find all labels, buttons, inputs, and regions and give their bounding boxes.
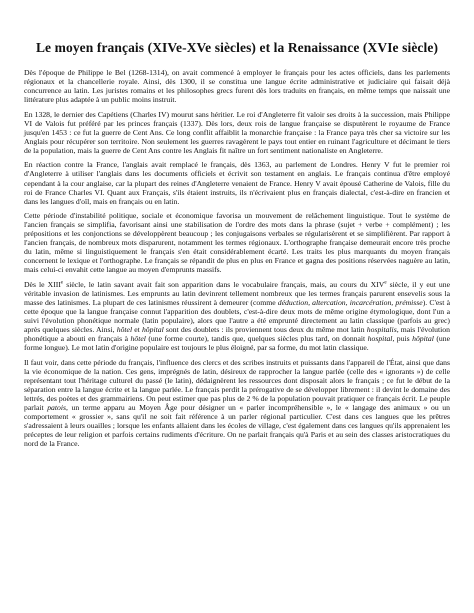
text-run: En réaction contre la France, l'anglais avait remplacé le français, dès 1363, au parlement de Londres. Henry V fut le premier roi d'Angleterre à utiliser l'anglais dans les documents officiels et écrivit son testament en anglais. Le français continua d'être employé cependant à la cour anglaise, car la plupart des reines d'Angleterre venaient de France. Henry V avait épousé Catherine de Valois, fille du roi de France Charles VI. Quant aux Français, s'ils étaient instruits, ils n'écrivaient plus en français dialectal, c'est-à-dire en francien et dans les langues d'oïl, mais en français ou en latin.: [24, 160, 450, 206]
paragraph: [24, 68, 450, 104]
text-run: Cette période d'instabilité politique, sociale et économique favorisa un mouvement de relâchement linguistique. Tout le système de l'ancien français se simplifia, favorisant ainsi une stabilisation de l'ordre des mots dans la phrase (sujet + verbe + complément) ; les prépositions et les conjonctions se développèrent beaucoup ; les conjugaisons verbales se régularisèrent et se simplifièrent. Par rapport à l'ancien français, de nombreux mots disparurent, notamment les termes régionaux. L'orthographe française demeurait encore très proche du latin, même si linguistiquement le français s'en était considérablement écarté. Les traits les plus marquants du moyen français concernent le lexique et l'orthographe. Le français se répandit de plus en plus en France et gagna des positions réservées naguère au latin, mais celui-ci envahit cette langue au moyen d'emprunts massifs.: [24, 211, 450, 275]
italic-term: hôpital: [141, 325, 164, 335]
italic-term: hôtel: [130, 334, 146, 344]
text-run: (une forme courte), tandis que, quelques siècles plus tard, on donnait: [145, 334, 368, 344]
italic-term: hospitalis: [366, 325, 397, 335]
italic-term: hôpital: [412, 334, 434, 344]
text-run: sont des doublets : ils proviennent tous deux du même mot latin: [163, 325, 367, 335]
paragraph: [24, 211, 450, 274]
text-run: Il faut voir, dans cette période du français, l'influence des clercs et des scribes instruits et puissants dans l'appareil de l'État, ainsi que dans la vie économique de la nation. Ces gens, imprégnés de latin, désireux de rapprocher la langue parlée (celle des « ignorants ») de celle représentant tout l'héritage culturel du passé (le latin), dédaignèrent les ressources dont disposait alors le français ; ce fut le début de la séparation entre la langue écrite et la langue parlée. Le français perdit la prérogative de se développer librement : il devint le domaine des lettrés, des poètes et des grammairiens. On peut estimer que pas plus de 2 % de la population pouvait pratiquer ce français écrit. Le peuple parlait: [24, 357, 450, 413]
text-run: , puis: [392, 334, 413, 344]
text-run: Dès l'époque de Philippe le Bel (1268-1314), on avait commencé à employer le français pour les actes officiels, dans les parlements régionaux et la chancellerie royale. Ainsi, dès 1300, il se constitua une langue écrite administrative et judiciaire qui faisait déjà concurrence au latin. Les juristes romains et les philosophes grecs furent dès lors traduits en français, en même temps que naissait une littérature plus adaptée à un public moins instruit.: [24, 68, 450, 105]
text-run: siècle, le latin savant avait fait son apparition dans le vocabulaire français, mais, au cours du XIV: [63, 279, 385, 289]
italic-term: patois: [47, 403, 66, 413]
text-run: et: [132, 325, 142, 335]
text-run: ). C'est à cette époque que la langue française connut l'apparition des doublets, c'est-à-dire deux mots de même origine étymologique, dont l'un a suivi l'évolution phonétique normale (latin populaire), alors que l'autre a été emprunté directement au latin classique (parfois au grec) après quelques siècles. Ainsi,: [24, 298, 450, 335]
text-run: , mais l'évolution phonétique a abouti en français à: [24, 325, 450, 344]
text-run: siècle, il y eut une véritable invasion de latinismes. Les emprunts au latin devinrent tellement nombreux que les termes français parurent ensevelis sous la masse des latinismes. La plupart de ces latinismes réussirent à demeurer (comme: [24, 279, 450, 308]
text-run: En 1328, le dernier des Capétiens (Charles IV) mourut sans héritier. Le roi d'Angleterre fit valoir ses droits à la succession, mais Philippe VI de Valois fut préféré par les princes français (1337). Dès lors, deux rois de langue française se disputèrent le royaume de France jusqu'en 1453 : ce fut la guerre de Cent Ans. Ce long conflit affaiblit la monarchie française : la France paya très cher sa victoire sur les Anglais pour récupérer son territoire. Non seulement les guerres ravagèrent le pays tout entier en ruinant l'agriculture et décimant le tiers de la population, mais la guerre de Cent Ans contre les Anglais fit naître un fort sentiment nationaliste en Angleterre.: [24, 109, 450, 155]
document-body: [24, 68, 450, 448]
paragraph: [24, 160, 450, 205]
page-title: Le moyen français (XIVe-XVe siècles) et la Renaissance (XVIe siècle): [35, 40, 439, 55]
paragraph: [24, 358, 450, 448]
superscript: e: [60, 280, 64, 286]
italic-term: déduction, altercation, incarcération, prémisse: [277, 298, 423, 308]
italic-term: hospital: [367, 334, 393, 344]
italic-term: hôtel: [116, 325, 133, 335]
paragraph: [24, 280, 450, 352]
text-run: Dès le XIII: [24, 279, 61, 289]
text-run: (une forme longue). Le mot latin d'origine populaire est toujours le plus éloigné, par sa forme, du mot latin classique.: [24, 334, 451, 353]
paragraph: [24, 110, 450, 155]
superscript: e: [384, 280, 387, 286]
text-run: , un terme apparu au Moyen Âge pour désigner un « parler incompréhensible », le « langage des animaux » ou un comportement « grossier », sans qu'il ne soit fait référence à un parler régional particulier. C'est dans ces langues que les prêtres s'adressaient à leurs ouailles ; lorsque les enfants allaient dans les écoles de village, c'est également dans ces langues qu'ils apprenaient les préceptes de leur religion et parfois certains rudiments d'écriture. On ne parlait français qu'à Paris et au sein des classes aristocratiques du nord de la France.: [24, 403, 450, 449]
